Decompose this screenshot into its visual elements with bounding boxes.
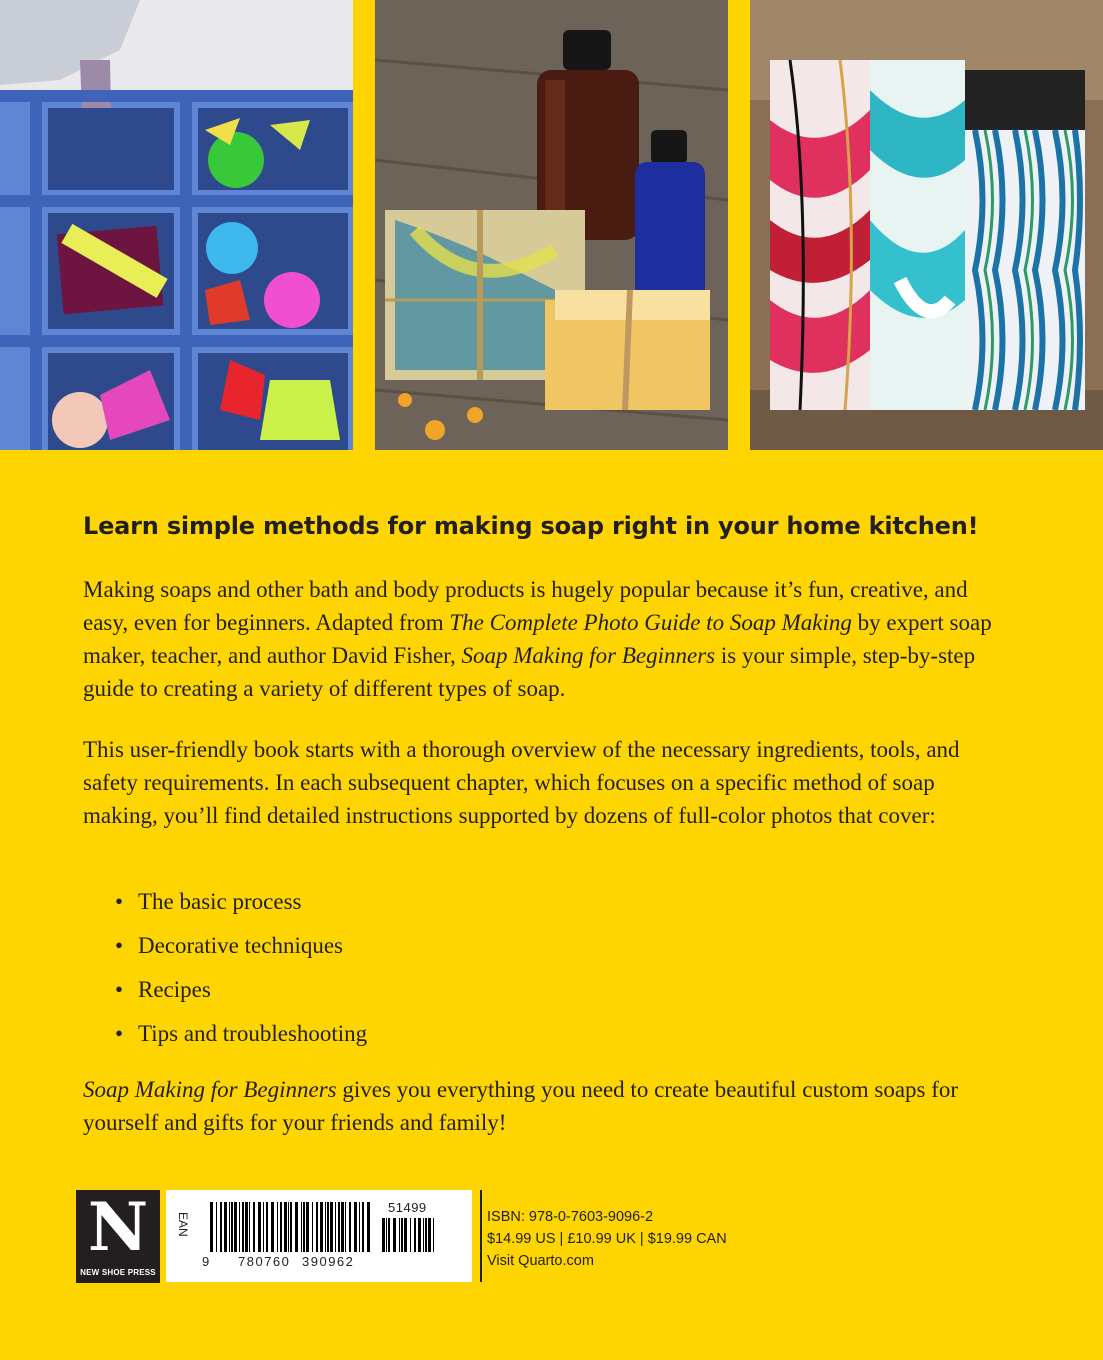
prices: $14.99 US | £10.99 UK | $19.99 CAN xyxy=(487,1231,727,1247)
description-paragraph-2: This user-friendly book starts with a thorough overview of the necessary ingredients, tools, and safety requirements. In each subsequent chapter, which focuses on a specific method of soap making, you’ll find detailed instructions supported by dozens of full-color photos that cover: xyxy=(83,737,960,828)
description-paragraph-1 xyxy=(83,573,1013,705)
photo-soap-molds xyxy=(0,0,353,450)
publication-info xyxy=(487,1206,727,1272)
website: Visit Quarto.com xyxy=(487,1253,594,1269)
para3-text-b: gives you everything you need to create beautiful custom soaps for yourself and gifts for your friends and family! xyxy=(83,1077,959,1135)
divider xyxy=(480,1190,482,1282)
photo-swirled-soap-bars xyxy=(750,0,1103,450)
ean-label: EAN xyxy=(176,1212,190,1237)
source-book-title: The Complete Photo Guide to Soap Making xyxy=(449,610,852,635)
list-item: • The basic process xyxy=(115,885,367,929)
barcode-left-digits: 780760 xyxy=(238,1254,291,1269)
barcode-bars xyxy=(210,1202,370,1252)
description-paragraph-3 xyxy=(83,1073,1013,1139)
para1-text-e: is your simple, step-by-step guide to creating a variety of different types of soap. xyxy=(83,643,976,701)
barcode-right-digits: 390962 xyxy=(302,1254,355,1269)
publisher-name: NEW SHOE PRESS xyxy=(80,1268,156,1277)
headline: Learn simple methods for making soap right in your home kitchen! xyxy=(83,512,979,540)
topic-list xyxy=(115,885,367,1061)
book-title: Soap Making for Beginners xyxy=(83,1077,337,1102)
barcode-first-digit: 9 xyxy=(202,1254,210,1269)
para1-text-c: by expert soap maker, teacher, and author David Fisher, xyxy=(83,610,992,668)
barcode-supplement-bars xyxy=(382,1218,436,1252)
barcode-supplement-digits: 51499 xyxy=(388,1200,427,1215)
barcode xyxy=(166,1190,472,1282)
book-title: Soap Making for Beginners xyxy=(461,643,716,668)
list-item: • Decorative techniques xyxy=(115,929,367,973)
photo-soap-and-bottles xyxy=(375,0,728,450)
para1-text-a: Making soaps and other bath and body products is hugely popular because it’s fun, creative, and easy, even for beginners. Adapted from xyxy=(83,577,968,635)
publisher-logo xyxy=(76,1190,160,1283)
list-item: • Recipes xyxy=(115,973,367,1017)
publisher-logo-letter: N xyxy=(87,1188,149,1266)
isbn: ISBN: 978-0-7603-9096-2 xyxy=(487,1209,654,1225)
list-item: • Tips and troubleshooting xyxy=(115,1017,367,1061)
